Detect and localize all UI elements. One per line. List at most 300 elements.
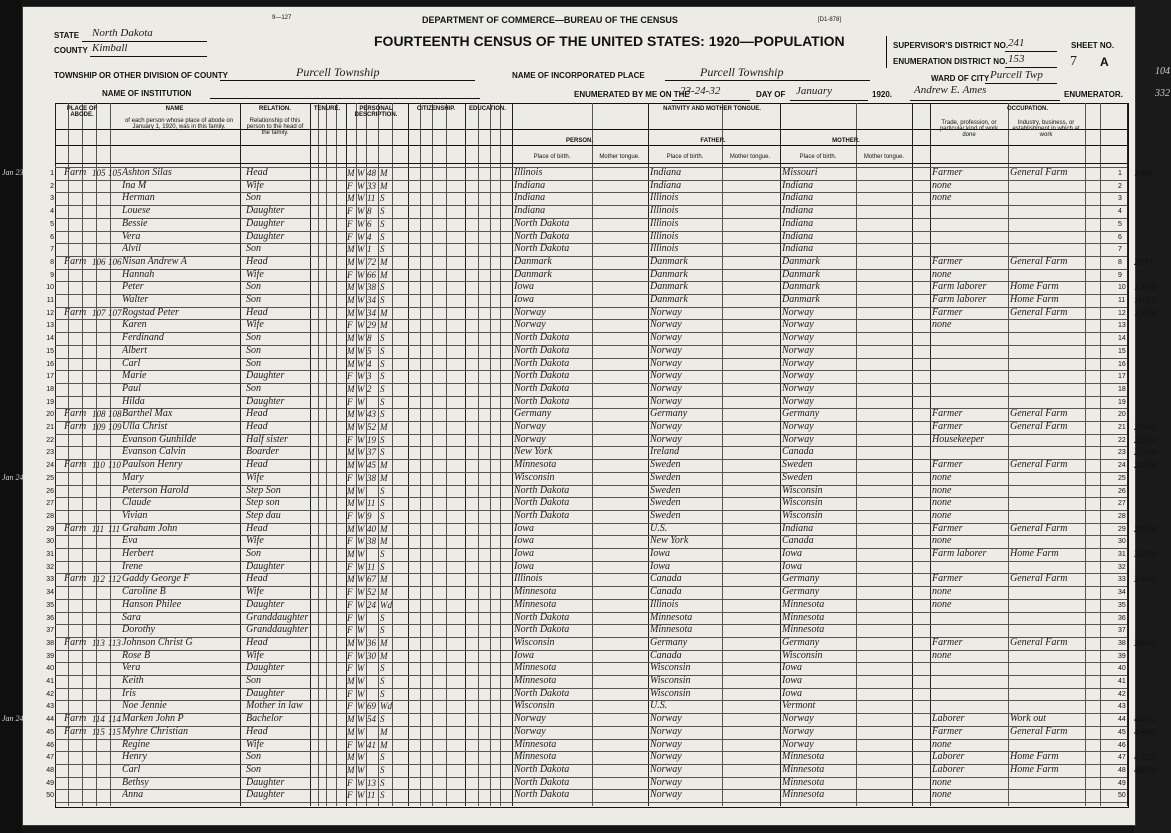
- dwelling-cell: [92, 485, 108, 497]
- relation-cell: Son: [246, 382, 261, 394]
- sex-cell: M: [347, 358, 355, 369]
- age-cell: [367, 624, 379, 636]
- header-rule: [55, 145, 1127, 146]
- mother-birthplace-cell: Indiana: [782, 522, 814, 534]
- sex-cell: M: [347, 256, 355, 267]
- industry-cell: [1010, 243, 1084, 255]
- birthplace-cell: Iowa: [514, 522, 534, 534]
- dwelling-cell: 106: [92, 256, 106, 267]
- marital-cell: S: [380, 777, 385, 788]
- occupation-cell: [932, 624, 1008, 636]
- mother-birthplace-cell: Norway: [782, 344, 814, 356]
- industry-cell: [1010, 472, 1084, 484]
- race-cell: W: [357, 650, 365, 661]
- head-mother-tongue: Mother tongue.: [863, 154, 905, 160]
- ed-value: 153: [1008, 53, 1025, 65]
- birthplace-cell: Norway: [514, 433, 546, 445]
- sex-cell: F: [347, 320, 353, 331]
- head-mother: MOTHER.: [832, 138, 860, 144]
- age-cell: 11: [367, 498, 376, 509]
- head-occupation: OCCUPATION.: [1006, 106, 1049, 112]
- industry-cell: [1010, 434, 1084, 446]
- department-line: DEPARTMENT OF COMMERCE—BUREAU OF THE CENSUS: [422, 15, 678, 25]
- name-cell: Vivian: [122, 509, 148, 521]
- row-number: 21: [46, 424, 54, 431]
- race-cell: W: [357, 206, 365, 217]
- industry-cell: [1010, 650, 1084, 662]
- race-cell: W: [357, 383, 365, 394]
- enumerator-underline: [910, 88, 1060, 101]
- age-cell: 45: [367, 460, 376, 471]
- row-number-right: 39: [1118, 652, 1126, 660]
- family-cell: 113: [108, 637, 121, 648]
- industry-cell: [1010, 358, 1084, 370]
- dwelling-cell: 108: [92, 409, 106, 420]
- name-cell: Keith: [122, 675, 144, 686]
- dwelling-cell: [92, 218, 108, 230]
- age-cell: 19: [367, 434, 376, 445]
- sex-cell: F: [347, 180, 353, 191]
- relation-cell: Half sister: [246, 433, 288, 445]
- row-number: 18: [46, 385, 54, 393]
- family-cell: 110: [108, 460, 121, 471]
- name-cell: Regine: [122, 738, 150, 750]
- age-cell: [367, 485, 379, 497]
- occupation-cell: [932, 332, 1008, 344]
- row-number: 35: [46, 601, 54, 609]
- name-cell: Marie: [122, 370, 147, 382]
- age-cell: 38: [367, 536, 376, 547]
- street-cell: [64, 789, 92, 801]
- row-number: 23: [46, 449, 54, 457]
- industry-cell: [1010, 535, 1084, 547]
- father-birthplace-cell: Germany: [650, 636, 688, 648]
- sex-cell: M: [347, 574, 355, 585]
- name-cell: Sara: [122, 611, 141, 623]
- row-number: 12: [46, 309, 54, 317]
- birthplace-cell: North Dakota: [514, 611, 570, 623]
- street-cell: [64, 294, 92, 306]
- row-number: 31: [46, 551, 54, 558]
- father-birthplace-cell: Canada: [650, 586, 682, 598]
- father-birthplace-cell: Norway: [650, 357, 682, 369]
- age-cell: 43: [367, 409, 376, 420]
- mother-birthplace-cell: Indiana: [782, 192, 814, 204]
- mother-birthplace-cell: Wisconsin: [782, 509, 823, 521]
- mother-birthplace-cell: Iowa: [782, 662, 802, 674]
- head-personal: PERSONAL DESCRIPTION.: [354, 106, 398, 118]
- head-citizenship: CITIZENSHIP.: [416, 106, 456, 112]
- row-number-right: 48: [1118, 766, 1126, 774]
- sex-cell: M: [347, 460, 355, 471]
- father-birthplace-cell: U.S.: [650, 700, 668, 712]
- street-cell: Farm: [64, 522, 87, 534]
- occupation-cell: [932, 675, 1008, 687]
- industry-cell: General Farm: [1010, 306, 1068, 318]
- marital-cell: S: [380, 345, 385, 356]
- dwelling-cell: [92, 231, 108, 243]
- row-number: 49: [46, 779, 54, 787]
- name-cell: Caroline B: [122, 586, 166, 598]
- sex-cell: M: [347, 764, 355, 775]
- sex-cell: M: [347, 447, 355, 458]
- coding-mark: 48010: [1134, 764, 1157, 775]
- mother-birthplace-cell: Danmark: [782, 294, 820, 305]
- sheet-value: 7: [1070, 54, 1077, 69]
- row-number-right: 16: [1118, 360, 1126, 368]
- relation-cell: Daughter: [246, 205, 285, 217]
- birthplace-cell: Danmark: [514, 268, 552, 280]
- occupation-cell: Housekeeper: [932, 433, 985, 445]
- row-number: 1: [50, 170, 54, 177]
- dwelling-cell: [92, 751, 108, 763]
- street-cell: [64, 231, 92, 243]
- head-father-tongue: Mother tongue.: [729, 154, 771, 160]
- ed-underline: [1005, 55, 1057, 68]
- dwelling-cell: [92, 358, 108, 370]
- dwelling-cell: [92, 472, 108, 484]
- age-cell: 48: [367, 168, 376, 178]
- race-cell: W: [357, 637, 365, 648]
- family-cell: 106: [108, 256, 122, 267]
- father-birthplace-cell: Norway: [650, 344, 682, 356]
- mother-birthplace-cell: Minnesota: [782, 776, 825, 788]
- incorporated-underline: [665, 65, 870, 81]
- ed-label: ENUMERATION DISTRICT NO.: [893, 57, 1008, 66]
- mother-birthplace-cell: Minnesota: [782, 751, 825, 763]
- birthplace-cell: North Dakota: [514, 497, 570, 509]
- relation-cell: Son: [246, 294, 261, 305]
- marital-cell: S: [380, 549, 385, 559]
- industry-cell: Home Farm: [1010, 763, 1059, 775]
- row-number: 4: [50, 208, 54, 216]
- sex-cell: F: [347, 231, 353, 242]
- head-person-birth: Place of birth.: [533, 154, 571, 160]
- supervisor-value: 241: [1008, 37, 1025, 49]
- father-birthplace-cell: Danmark: [650, 268, 688, 280]
- age-cell: 37: [367, 447, 376, 458]
- mother-birthplace-cell: Danmark: [782, 255, 820, 267]
- occupation-cell: Laborer: [932, 713, 965, 725]
- name-cell: Louese: [122, 205, 151, 217]
- marital-cell: M: [380, 256, 388, 267]
- enumerator-label: ENUMERATOR.: [1064, 90, 1123, 99]
- father-birthplace-cell: Sweden: [650, 497, 681, 509]
- mother-birthplace-cell: Norway: [782, 382, 814, 394]
- relation-cell: Wife: [246, 586, 264, 598]
- mother-birthplace-cell: Germany: [782, 573, 820, 585]
- relation-cell: Son: [246, 763, 261, 775]
- name-cell: Paulson Henry: [122, 459, 183, 471]
- birthplace-cell: Minnesota: [514, 675, 557, 686]
- street-cell: [64, 510, 92, 522]
- relation-cell: Head: [246, 459, 268, 471]
- father-birthplace-cell: Sweden: [650, 471, 681, 483]
- name-cell: Ashton Silas: [122, 167, 172, 178]
- birthplace-cell: Iowa: [514, 548, 534, 559]
- street-cell: [64, 319, 92, 331]
- street-cell: [64, 180, 92, 192]
- name-cell: Gaddy George F: [122, 573, 190, 585]
- street-cell: [64, 345, 92, 357]
- county-label: COUNTY: [54, 46, 88, 55]
- row-number: 6: [50, 233, 54, 241]
- sex-cell: M: [347, 193, 355, 204]
- mother-birthplace-cell: Canada: [782, 535, 814, 547]
- mother-birthplace-cell: Germany: [782, 408, 820, 420]
- head-name-note: of each person whose place of abode on January 1, 1920, was in this family.: [124, 118, 234, 130]
- industry-cell: General Farm: [1010, 725, 1068, 737]
- institution-label: NAME OF INSTITUTION: [102, 89, 192, 98]
- father-birthplace-cell: Norway: [650, 776, 682, 788]
- row-number-right: 43: [1118, 703, 1126, 711]
- dwelling-cell: [92, 599, 108, 611]
- dwelling-cell: [92, 434, 108, 446]
- row-number: 13: [46, 322, 54, 330]
- occupation-cell: Farmer: [932, 421, 963, 432]
- row-number: 28: [46, 512, 54, 520]
- row-number-right: 18: [1118, 385, 1126, 393]
- occupation-cell: none: [932, 319, 952, 331]
- birthplace-cell: North Dakota: [514, 344, 570, 356]
- row-number: 38: [46, 639, 54, 647]
- occupation-cell: [932, 662, 1008, 674]
- occupation-cell: [932, 243, 1008, 255]
- industry-cell: [1010, 269, 1084, 281]
- birthplace-cell: North Dakota: [514, 395, 570, 407]
- industry-cell: [1010, 383, 1084, 395]
- birthplace-cell: Indiana: [514, 205, 546, 217]
- dwelling-cell: 114: [92, 714, 105, 725]
- street-cell: [64, 586, 92, 598]
- relation-cell: Granddaughter: [246, 624, 309, 636]
- relation-cell: Head: [246, 573, 268, 585]
- race-cell: W: [357, 168, 365, 178]
- relation-cell: Head: [246, 408, 268, 420]
- street-cell: Farm: [64, 573, 87, 585]
- row-number: 8: [50, 258, 54, 266]
- street-cell: [64, 662, 92, 674]
- industry-cell: General Farm: [1010, 459, 1068, 471]
- race-cell: W: [357, 599, 365, 610]
- occupation-cell: none: [932, 268, 952, 280]
- father-birthplace-cell: Ireland: [650, 446, 680, 458]
- name-cell: Barthel Max: [122, 408, 173, 420]
- row-number-right: 41: [1118, 678, 1126, 685]
- township-value: Purcell Township: [296, 65, 380, 79]
- occupation-cell: Farmer: [932, 459, 963, 471]
- relation-cell: Wife: [246, 268, 264, 280]
- sex-cell: F: [347, 739, 353, 750]
- family-cell: 107: [108, 307, 122, 318]
- age-cell: 36: [367, 637, 376, 648]
- scan-left-border: [0, 0, 22, 833]
- birthplace-cell: Wisconsin: [514, 471, 555, 483]
- birthplace-cell: Minnesota: [514, 598, 557, 610]
- dwelling-cell: [92, 624, 108, 636]
- mother-birthplace-cell: Indiana: [782, 217, 814, 229]
- street-cell: [64, 751, 92, 763]
- street-cell: [64, 650, 92, 662]
- marital-cell: S: [380, 409, 385, 420]
- mother-birthplace-cell: Wisconsin: [782, 484, 823, 496]
- marital-cell: S: [380, 358, 385, 369]
- father-birthplace-cell: Danmark: [650, 294, 688, 305]
- occupation-cell: none: [932, 649, 952, 661]
- form-code: [D1-878]: [818, 17, 842, 23]
- race-cell: W: [357, 256, 365, 267]
- street-cell: Farm: [64, 636, 87, 648]
- head-mother-birth: Place of birth.: [799, 154, 837, 160]
- dwelling-cell: [92, 281, 108, 293]
- row-number: 25: [46, 474, 54, 482]
- age-cell: 52: [367, 422, 376, 432]
- sex-cell: F: [347, 612, 353, 623]
- relation-cell: Son: [246, 751, 261, 763]
- ward-label: WARD OF CITY: [931, 74, 990, 83]
- age-cell: 40: [367, 523, 376, 534]
- row-number: 22: [46, 436, 54, 444]
- row-number: 7: [50, 246, 54, 254]
- birthplace-cell: Minnesota: [514, 738, 557, 750]
- relation-cell: Head: [246, 167, 268, 178]
- state-label: STATE: [54, 31, 80, 40]
- row-number: 27: [46, 500, 54, 508]
- industry-cell: [1010, 700, 1084, 712]
- street-cell: [64, 497, 92, 509]
- name-cell: Herman: [122, 192, 155, 204]
- row-number-right: 15: [1118, 347, 1126, 355]
- dwelling-cell: 115: [92, 726, 105, 737]
- dwelling-cell: [92, 510, 108, 522]
- dwelling-cell: [92, 739, 108, 751]
- occupation-cell: none: [932, 738, 952, 750]
- relation-cell: Bachelor: [246, 713, 283, 725]
- race-cell: W: [357, 307, 365, 318]
- marital-cell: S: [380, 193, 385, 204]
- occupation-cell: none: [932, 192, 952, 204]
- father-birthplace-cell: Norway: [650, 763, 682, 775]
- street-cell: [64, 281, 92, 293]
- mother-birthplace-cell: Norway: [782, 395, 814, 407]
- mother-birthplace-cell: Indiana: [782, 179, 814, 191]
- family-cell: 108: [108, 409, 122, 420]
- edge-mark-2: 332: [1155, 88, 1170, 99]
- relation-cell: Wife: [246, 179, 264, 191]
- mother-birthplace-cell: Norway: [782, 421, 814, 432]
- row-rule: [55, 802, 1127, 803]
- mother-birthplace-cell: Norway: [782, 738, 814, 750]
- row-number-right: 13: [1118, 322, 1126, 330]
- industry-cell: Home Farm: [1010, 548, 1059, 559]
- age-cell: 72: [367, 256, 376, 267]
- marital-cell: M: [380, 739, 388, 750]
- birthplace-cell: Danmark: [514, 255, 552, 267]
- name-cell: Carl: [122, 763, 141, 775]
- sex-cell: F: [347, 434, 353, 445]
- relation-cell: Daughter: [246, 370, 285, 382]
- row-number: 3: [50, 195, 54, 203]
- father-birthplace-cell: Danmark: [650, 255, 688, 267]
- row-number-right: 14: [1118, 335, 1126, 343]
- father-birthplace-cell: Norway: [650, 370, 682, 382]
- occupation-cell: Farm laborer: [932, 548, 987, 559]
- mother-birthplace-cell: Minnesota: [782, 763, 825, 775]
- father-birthplace-cell: U.S.: [650, 522, 668, 534]
- occupation-cell: Farmer: [932, 408, 963, 420]
- dwelling-cell: 105: [92, 168, 106, 178]
- race-cell: W: [357, 587, 365, 598]
- row-number-right: 42: [1118, 690, 1126, 698]
- marital-cell: M: [380, 422, 388, 432]
- relation-cell: Step dau: [246, 509, 281, 521]
- industry-cell: [1010, 612, 1084, 624]
- race-cell: W: [357, 676, 365, 686]
- enumerator-name: Andrew E. Ames: [914, 84, 987, 96]
- race-cell: W: [357, 688, 365, 699]
- birthplace-cell: Iowa: [514, 560, 534, 572]
- birthplace-cell: North Dakota: [514, 509, 570, 521]
- mother-birthplace-cell: Germany: [782, 586, 820, 598]
- mother-birthplace-cell: Iowa: [782, 560, 802, 572]
- street-cell: [64, 192, 92, 204]
- race-cell: W: [357, 726, 365, 737]
- birthplace-cell: Iowa: [514, 281, 534, 293]
- sex-cell: M: [347, 333, 355, 344]
- row-number-right: 27: [1118, 500, 1126, 508]
- age-cell: 41: [367, 739, 376, 750]
- marital-cell: Wd: [380, 701, 392, 712]
- sex-cell: M: [347, 295, 355, 305]
- coding-mark: 2000: [1134, 256, 1152, 267]
- occupation-cell: [932, 383, 1008, 395]
- mother-birthplace-cell: Sweden: [782, 459, 813, 471]
- name-cell: Carl: [122, 357, 141, 369]
- occupation-cell: Laborer: [932, 751, 965, 763]
- father-birthplace-cell: Sweden: [650, 484, 681, 496]
- age-cell: 29: [367, 320, 376, 331]
- mother-birthplace-cell: Norway: [782, 725, 814, 737]
- birthplace-cell: Illinois: [514, 573, 543, 585]
- coding-mark: 1000: [1134, 168, 1152, 178]
- name-cell: Vera: [122, 662, 141, 674]
- coding-mark: 31010: [1134, 549, 1157, 559]
- industry-cell: [1010, 675, 1084, 687]
- head-relation-note: Relationship of this person to the head of the family.: [246, 118, 304, 136]
- age-cell: [367, 396, 379, 408]
- dwelling-cell: 107: [92, 307, 106, 318]
- birthplace-cell: North Dakota: [514, 763, 570, 775]
- marital-cell: S: [380, 282, 385, 293]
- birthplace-cell: North Dakota: [514, 370, 570, 382]
- head-father: FATHER.: [700, 138, 726, 144]
- industry-cell: Home Farm: [1010, 751, 1059, 763]
- margin-date-note: Jan 23: [2, 168, 24, 177]
- industry-cell: [1010, 205, 1084, 217]
- street-cell: Farm: [64, 713, 87, 725]
- head-trade: Trade, profession, or particular kind of work done: [939, 120, 999, 138]
- relation-cell: Daughter: [246, 217, 285, 229]
- family-cell: 111: [108, 523, 121, 534]
- age-cell: [367, 612, 379, 624]
- sex-cell: M: [347, 345, 355, 356]
- dwelling-cell: [92, 180, 108, 192]
- row-number: 37: [46, 627, 54, 635]
- row-number: 50: [46, 792, 54, 800]
- race-cell: W: [357, 180, 365, 191]
- occupation-cell: [932, 396, 1008, 408]
- marital-cell: S: [380, 231, 385, 242]
